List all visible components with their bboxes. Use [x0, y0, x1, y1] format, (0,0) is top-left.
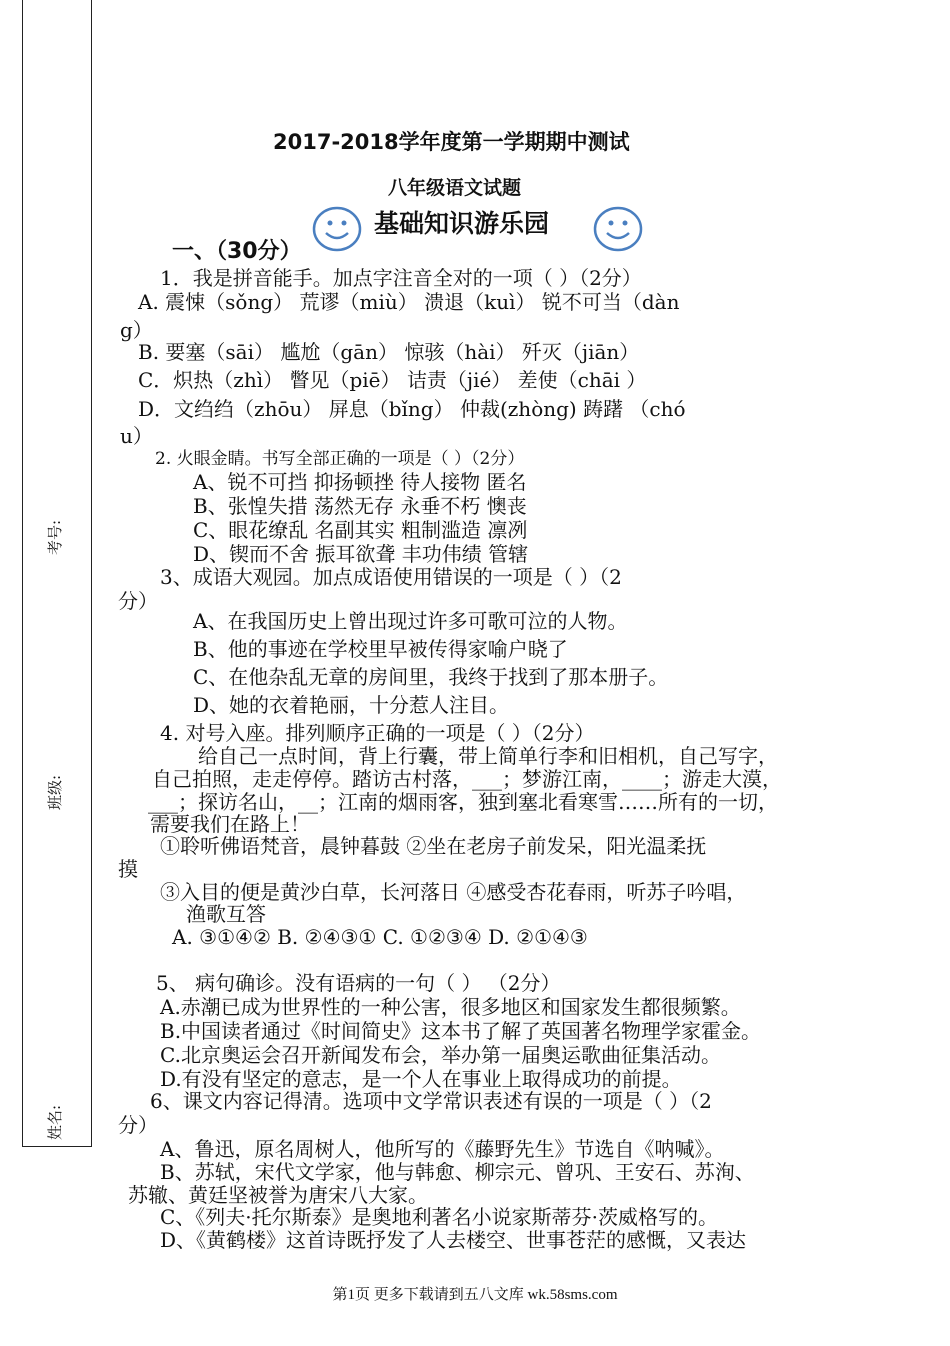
q3-stem-cont: 分）: [118, 589, 158, 613]
q1-option-a: A. 震悚（sǒng） 荒谬（miù） 溃退（kuì） 锐不可当（dàn: [138, 290, 680, 314]
page-footer: 第1页 更多下载请到五八文库 wk.58sms.com: [332, 1287, 618, 1303]
q4-passage-line2: 自己拍照，走走停停。踏访古村落，___；梦游江南，____；游走大漠，: [152, 767, 782, 791]
q1-option-b: B. 要塞（sāi） 尴尬（gān） 惊骇（hài） 歼灭（jiān）: [138, 340, 640, 364]
q5-option-c: C.北京奥运会召开新闻发布会，举办第一届奥运歌曲征集活动。: [160, 1043, 721, 1067]
q1-option-a-cont: g）: [120, 318, 153, 342]
q5-option-a: A.赤潮已成为世界性的一种公害，很多地区和国家发生都很频繁。: [160, 995, 741, 1019]
q4-options-3-4-cont: 渔歌互答: [186, 902, 266, 926]
q6-option-c: C、《列夫·托尔斯泰》是奥地利著名小说家斯蒂芬·茨威格写的。: [160, 1205, 719, 1229]
exam-number-label: 考号:: [46, 519, 64, 555]
name-label: 姓名:: [46, 1104, 64, 1140]
class-label: 班级:: [46, 774, 64, 810]
exam-title: 2017-2018学年度第一学期期中测试: [273, 130, 630, 154]
q2-option-d: D、锲而不舍 振耳欲聋 丰功伟绩 管辖: [193, 542, 529, 566]
q6-stem-cont: 分）: [118, 1113, 158, 1137]
q4-answer-choices: A. ③①④② B. ②④③① C. ①②③④ D. ②①④③: [172, 925, 588, 949]
exam-subtitle: 八年级语文试题: [388, 177, 522, 199]
q4-options-1-2: ①聆听佛语梵音，晨钟暮鼓 ②坐在老房子前发呆，阳光温柔抚: [160, 834, 707, 858]
q3-stem: 3、成语大观园。加点成语使用错误的一项是（ ）（2: [160, 565, 622, 589]
q6-stem: 6、课文内容记得清。选项中文学常识表述有误的一项是（ ）（2: [150, 1089, 712, 1113]
q1-option-d-cont: u）: [120, 424, 153, 448]
q6-option-a: A、鲁迅，原名周树人，他所写的《藤野先生》节选自《呐喊》。: [160, 1137, 725, 1161]
smiley-face-icon-left: [312, 205, 362, 253]
q1-option-d: D．文绉绉（zhōu） 屏息（bǐng） 仲裁(zhòng) 踌躇 （chó: [138, 397, 686, 421]
q5-option-b: B.中国读者通过《时间简史》这本书了解了英国著名物理学家霍金。: [160, 1019, 762, 1043]
q2-option-c: C、眼花缭乱 名副其实 粗制滥造 凛冽: [193, 518, 528, 542]
q4-passage-line4: 需要我们在路上！: [150, 812, 310, 836]
q2-option-a: A、锐不可挡 抑扬顿挫 待人接物 匿名: [193, 470, 527, 494]
binding-margin-box: [22, 0, 92, 1147]
q3-option-d: D、她的衣着艳丽，十分惹人注目。: [193, 693, 510, 717]
q6-option-b-cont: 苏辙、黄廷坚被誉为唐宋八大家。: [128, 1183, 428, 1207]
section-banner: 基础知识游乐园: [374, 209, 550, 238]
q1-stem: 1．我是拼音能手。加点字注音全对的一项（ ）（2分）: [160, 266, 642, 290]
q1-option-c: C．炽热（zhì） 瞥见（piē） 诘责（jié） 差使（chāi ）: [138, 368, 647, 392]
q2-stem: 2. 火眼金睛。书写全部正确的一项是（ ）（2分）: [155, 449, 525, 469]
q5-option-d: D.有没有坚定的意志，是一个人在事业上取得成功的前提。: [160, 1067, 682, 1091]
q2-option-b: B、张惶失措 荡然无存 永垂不朽 懊丧: [193, 494, 527, 518]
q6-option-b: B、苏轼，宋代文学家，他与韩愈、柳宗元、曾巩、王安石、苏洵、: [160, 1160, 755, 1184]
q4-passage-line3: ___；探访名山，__；江南的烟雨客，独到塞北看寒雪……所有的一切，: [148, 790, 778, 814]
q6-option-d: D、《黄鹤楼》这首诗既抒发了人去楼空、世事苍茫的感慨，又表达: [160, 1228, 747, 1252]
q3-option-c: C、在他杂乱无章的房间里，我终于找到了那本册子。: [193, 665, 669, 689]
q3-option-b: B、他的事迹在学校里早被传得家喻户晓了: [193, 637, 568, 661]
q4-options-1-2-cont: 摸: [118, 857, 138, 881]
q4-passage-line1: 给自己一点时间，背上行囊，带上简单行李和旧相机，自己写字，: [198, 744, 778, 768]
q4-stem: 4. 对号入座。排列顺序正确的一项是（ ）（2分）: [160, 721, 595, 745]
q4-options-3-4: ③入目的便是黄沙白草，长河落日 ④感受杏花春雨，听苏子吟唱，: [160, 880, 747, 904]
q5-stem: 5、 病句确诊。没有语病的一句（ ） （2分）: [156, 971, 561, 995]
section-one-heading: 一、（30分）: [172, 239, 302, 264]
smiley-face-icon-right: [593, 205, 643, 253]
q3-option-a: A、在我国历史上曾出现过许多可歌可泣的人物。: [193, 609, 628, 633]
